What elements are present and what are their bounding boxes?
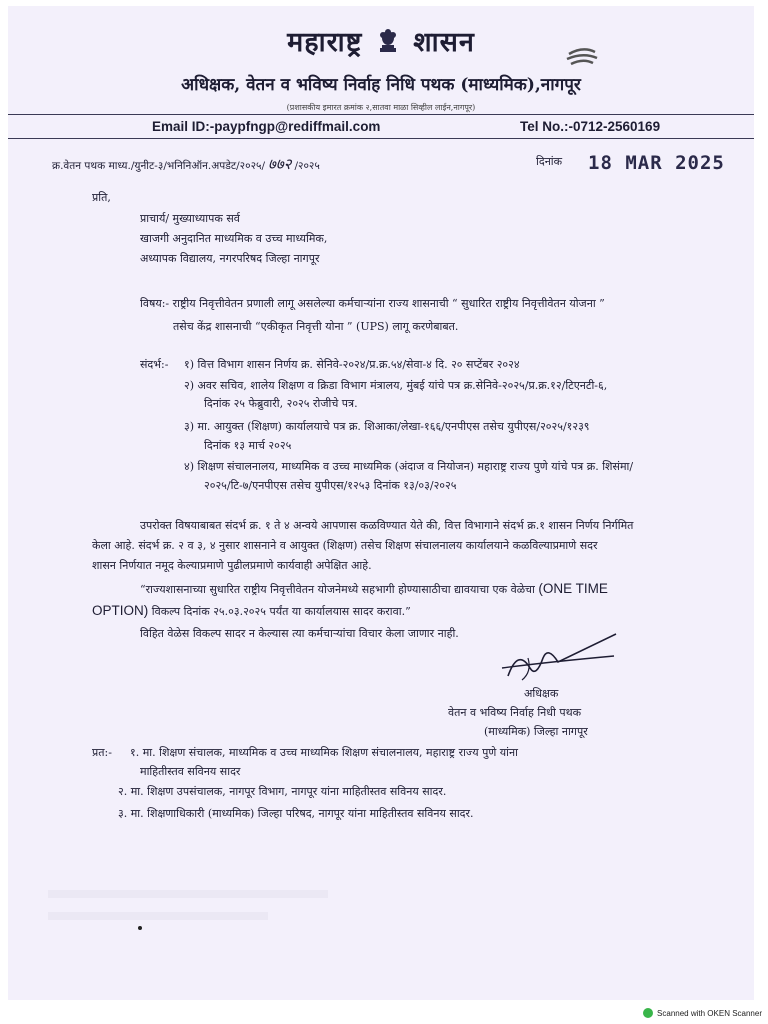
quote-line-1 [140, 581, 608, 597]
copy-item: १. मा. शिक्षण संचालक, माध्यमिक व उच्च माध्यमिक शिक्षण संचालनालय, महाराष्ट्र राज्य पुणे यांना [130, 746, 518, 759]
quote-text: “राज्यशासनाच्या सुधारित राष्ट्रीय निवृत्तीवेतन योजनेमध्ये सहभागी होण्यासाठीचा द्यावयाचा एक वेळेचा [140, 583, 539, 596]
office-address: (प्रशासकीय इमारत क्रमांक २,सातवा माळा सिव्हील लाईन,नागपूर) [286, 103, 476, 112]
recipient-line: अध्यापक विद्यालय, नगरपरिषद जिल्हा नागपूर [140, 252, 320, 265]
body-paragraph-line: शासन निर्णयात नमूद केल्याप्रमाणे पुढीलप्रमाणे कार्यवाही अपेक्षित आहे. [92, 559, 372, 572]
reference-item: दिनांक २५ फेब्रुवारी, २०२५ रोजीचे पत्र. [204, 397, 358, 410]
copies-label: प्रत:- [92, 746, 112, 759]
subject-line-1: विषय:- राष्ट्रीय निवृत्तीवेतन प्रणाली लागू असलेल्या कर्मचाऱ्यांना राज्य शासनाची “ सुधारित राष्ट्रीय निवृत्तीवेतन योजना ” [140, 297, 605, 310]
quote-english: OPTION) [92, 603, 149, 618]
title-left: महाराष्ट्र [287, 27, 363, 58]
scanner-watermark [643, 1008, 762, 1018]
reference-item: ३) मा. आयुक्त (शिक्षण) कार्यालयाचे पत्र क्र. शिआका/लेखा-१६६/एनपीएस तसेच युपीएस/२०२५/१२३९ [184, 420, 590, 433]
signatory-office: वेतन व भविष्य निर्वाह निधी पथक [448, 706, 582, 719]
body-paragraph-line: उपरोक्त विषयाबाबत संदर्भ क्र. १ ते ४ अन्वये आपणास कळविण्यात येते की, वित्त विभागाने संदर्भ क्र.१ शासन निर्णय निर्गमित [140, 519, 634, 532]
phone-line: Tel No.:-0712-2560169 [520, 119, 661, 134]
faded-bleedthrough [48, 912, 268, 920]
recipient-line: खाजगी अनुदानित माध्यमिक व उच्च माध्यमिक, [140, 232, 328, 245]
reference-item: २) अवर सचिव, शालेय शिक्षण व क्रिडा विभाग मंत्रालय, मुंबई यांचे पत्र क्र.सेनिवे-२०२५/प्र.क्र.१२/टिएनटी-६, [184, 379, 608, 392]
email-line: Email ID:-paypfngp@rediffmail.com [152, 119, 381, 134]
letter-page [8, 6, 754, 1000]
copy-item: माहितीस्तव सविनय सादर [140, 765, 241, 778]
date-label: दिनांक [536, 155, 563, 168]
copy-item: २. मा. शिक्षण उपसंचालक, नागपूर विभाग, नागपूर यांना माहितीस्तव सविनय सादर. [118, 785, 447, 798]
title-right: शासन [413, 27, 475, 58]
body-paragraph-line: केला आहे. संदर्भ क्र. २ व ३, ४ नुसार शासनाने व आयुक्त (शिक्षण) तसेच शिक्षण संचालनालय कार्यालयाने कळविल्याप्रमाणे सदर [92, 539, 598, 552]
reference-item: दिनांक १३ मार्च २०२५ [204, 439, 292, 452]
swirl-logo-icon [565, 46, 601, 70]
faded-bleedthrough [48, 890, 328, 898]
copy-item: ३. मा. शिक्षणाधिकारी (माध्यमिक) जिल्हा परिषद, नागपूर यांना माहितीस्तव सविनय सादर. [118, 807, 474, 820]
quote-english: (ONE TIME [538, 581, 608, 596]
ink-dot [138, 926, 142, 930]
handwritten-signature-icon [488, 628, 628, 688]
recipient-line: प्राचार्य/ मुख्याध्यापक सर्व [140, 212, 240, 225]
reference-item: ४) शिक्षण संचालनालय, माध्यमिक व उच्च माध्यमिक (अंदाज व नियोजन) महाराष्ट्र राज्य पुणे यांचे पत्र क्र. शिसंमा/ [184, 460, 634, 473]
reference-item: २०२५/टि-७/एनपीएस तसेच युपीएस/१२५३ दिनांक १३/०३/२०२५ [204, 479, 457, 492]
quote-line-2 [92, 603, 411, 619]
prati-label: प्रति, [92, 191, 111, 204]
reference-suffix: /२०२५ [294, 160, 320, 172]
scanner-logo-icon [643, 1008, 653, 1018]
scanner-text: Scanned with OKEN Scanner [657, 1009, 762, 1018]
reference-handwritten-number: ७७२ [268, 155, 292, 173]
subject-line-2: तसेच केंद्र शासनाची “एकीकृत निवृत्ती योना ” (UPS) लागू करणेबाबत. [173, 320, 459, 333]
signatory-district: (माध्यमिक) जिल्हा नागपूर [484, 725, 588, 738]
signatory-title: अधिक्षक [524, 687, 559, 700]
state-emblem-icon [377, 28, 399, 54]
reference-prefix: क्र.वेतन पथक माध्य./युनीट-३/भनिनिऑन.अपडेट/२०२५/ [52, 160, 266, 172]
body-closing-line: विहित वेळेस विकल्प सादर न केल्यास त्या कर्मचाऱ्यांचा विचार केला जाणार नाही. [140, 627, 459, 640]
reference-item: १) वित्त विभाग शासन निर्णय क्र. सेनिवे-२०२४/प्र.क्र.५४/सेवा-४ दि. २० सप्टेंबर २०२४ [184, 358, 520, 371]
office-name: अधिक्षक, वेतन व भविष्य निर्वाह निधि पथक (माध्यमिक),नागपूर [181, 75, 581, 95]
date-stamp: 18 MAR 2025 [588, 152, 725, 174]
header-rule-bottom [8, 138, 754, 139]
header-rule-top [8, 114, 754, 115]
letterhead-title [8, 22, 754, 59]
reference-number [52, 154, 320, 174]
references-label: संदर्भ:- [140, 358, 169, 371]
quote-text: विकल्प दिनांक २५.०३.२०२५ पर्यंत या कार्यालयास सादर करावा.” [148, 605, 411, 618]
